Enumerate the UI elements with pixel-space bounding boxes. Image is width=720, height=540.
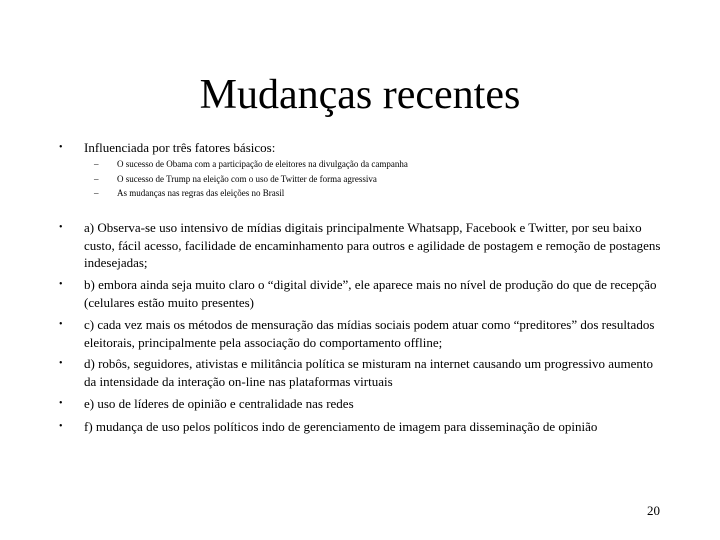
- sub-item-text: O sucesso de Obama com a participação de eleitores na divulgação da campanha: [117, 159, 408, 169]
- bullet-text: Influenciada por três fatores básicos:: [84, 140, 276, 155]
- bullet-text: e) uso de líderes de opinião e centralidade nas redes: [84, 396, 354, 411]
- bullet-marker: •: [59, 222, 63, 233]
- bullet-text: f) mudança de uso pelos políticos indo de gerenciamento de imagem para disseminação de opinião: [84, 419, 598, 434]
- bullet-marker: •: [59, 398, 63, 409]
- slide-title: Mudanças recentes: [199, 72, 521, 118]
- bullet-text: b) embora ainda seja muito claro o “digital divide”, ele aparece mais no nível de produção do que de recepção (celulares estão muito presentes): [84, 277, 657, 310]
- dash-marker: –: [94, 174, 99, 184]
- sub-item-text: As mudanças nas regras das eleições no Brasil: [117, 188, 285, 198]
- bullet-marker: •: [59, 279, 63, 290]
- bullet-marker: •: [59, 319, 63, 330]
- bullet-marker: •: [59, 142, 63, 153]
- dash-marker: –: [94, 159, 99, 169]
- bullet-text: a) Observa-se uso intensivo de mídias digitais principalmente Whatsapp, Facebook e Twitter, por seu baixo custo, fácil acesso, facilidade de encaminhamento para outros e agilidade de postagem e remoção de postagens indesejadas;: [84, 220, 661, 270]
- page-number: 20: [647, 503, 660, 518]
- bullet-marker: •: [59, 358, 63, 369]
- sub-item-text: O sucesso de Trump na eleição com o uso de Twitter de forma agressiva: [117, 174, 377, 184]
- dash-marker: –: [94, 188, 99, 198]
- bullet-text: d) robôs, seguidores, ativistas e militância política se misturam na internet causando um progressivo aumento da intensidade da interação on-line nas plataformas virtuais: [84, 356, 653, 389]
- bullet-text: c) cada vez mais os métodos de mensuração das mídias sociais podem atuar como “preditores” dos resultados eleitorais, principalmente pela associação do comportamento offline;: [84, 317, 655, 350]
- bullet-marker: •: [59, 421, 63, 432]
